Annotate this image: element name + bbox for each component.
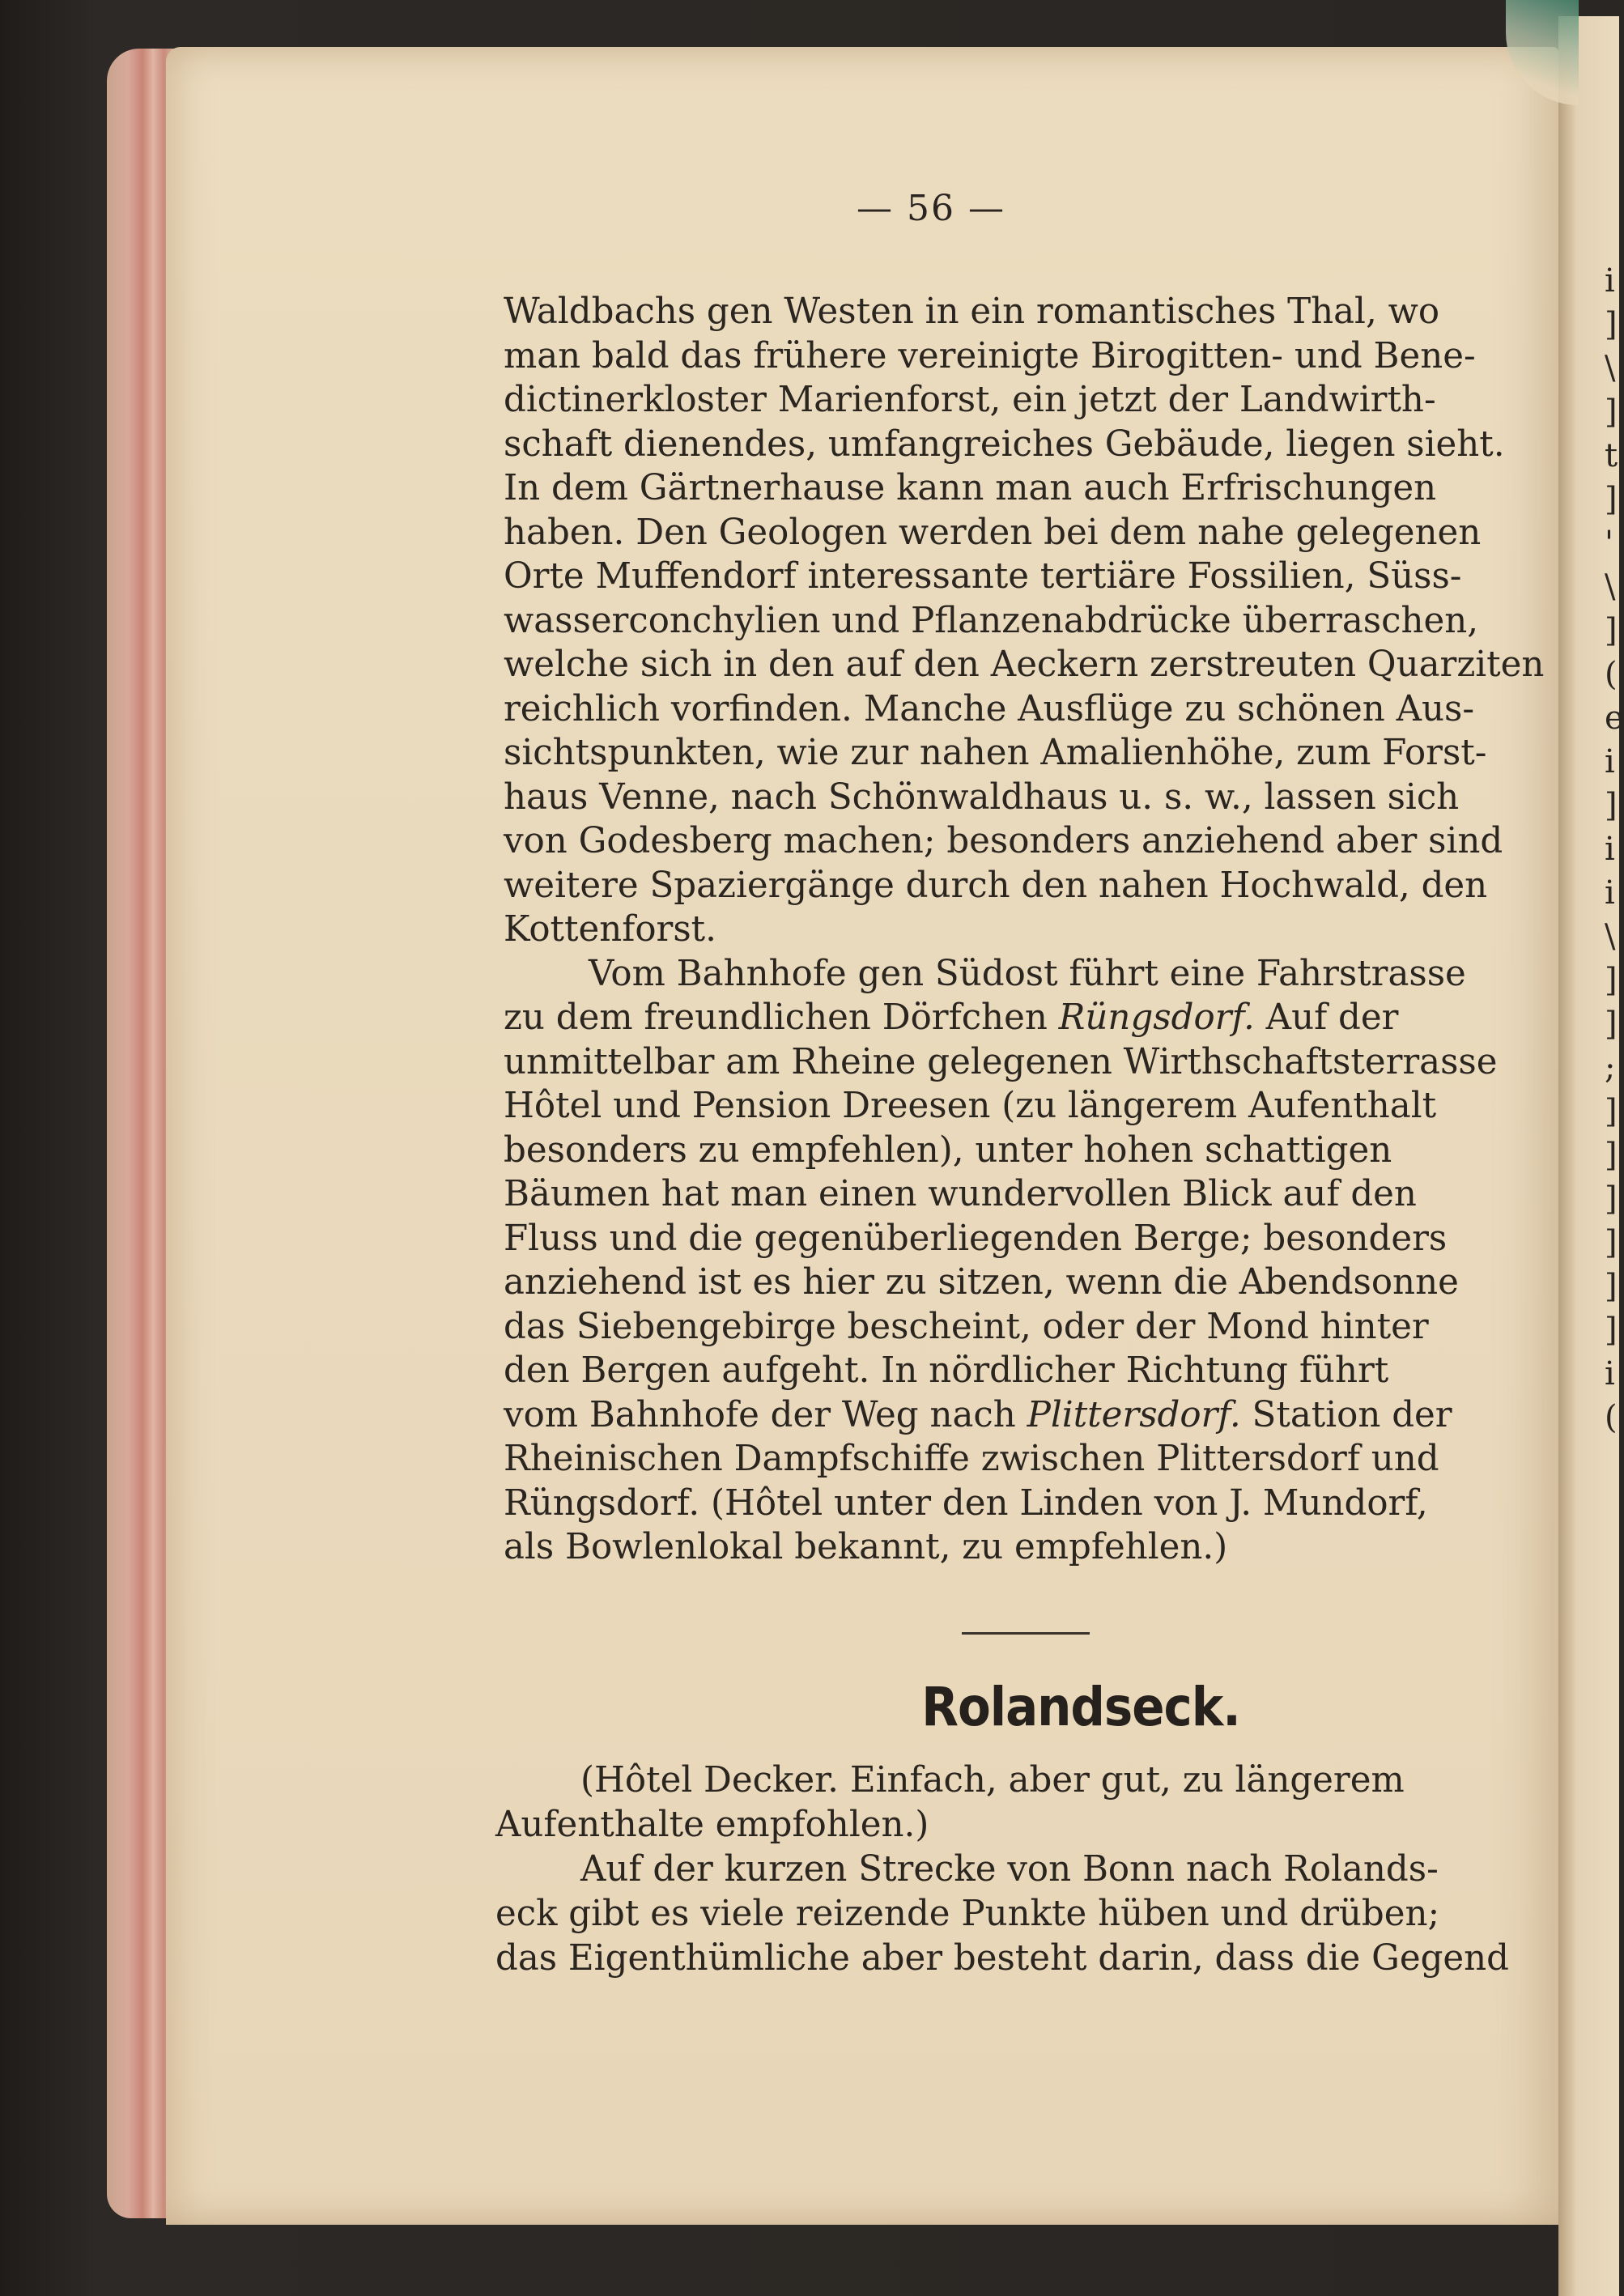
text-fragment: Auf der — [1254, 997, 1399, 1038]
text-fragment: zu dem freundlichen Dörfchen — [504, 997, 1059, 1038]
text-line: wasserconchylien und Pflanzenabdrücke überraschen, — [504, 600, 1479, 641]
facing-page-fragments: i ] \ ] t ] ' \ ] ( e i ] i i \ ] ] ; ] ] ] ] ] ] i ( — [1605, 262, 1624, 1436]
text-line: schaft dienendes, umfangreiches Gebäude, liegen sieht. — [504, 423, 1505, 465]
text-line: Rüngsdorf. (Hôtel unter den Linden von J. Mundorf, — [504, 1482, 1428, 1524]
text-line: (Hôtel Decker. Einfach, aber gut, zu längerem — [580, 1760, 1405, 1801]
text-fragment: vom Bahnhofe der Weg nach — [504, 1394, 1027, 1435]
text-line-with-place — [504, 1393, 1564, 1438]
text-line: unmittelbar am Rheine gelegenen Wirthschaftsterrasse — [504, 1041, 1498, 1082]
text-line-with-place — [504, 996, 1564, 1040]
text-line: haus Venne, nach Schönwaldhaus u. s. w., lassen sich — [504, 776, 1460, 818]
text-line: sichtspunkten, wie zur nahen Amalienhöhe, zum Forst- — [504, 733, 1487, 773]
text-line: anziehend ist es hier zu sitzen, wenn die Abendsonne — [504, 1262, 1459, 1303]
section-text — [495, 1758, 1564, 1981]
text-line: Rheinischen Dampfschiffe zwischen Plittersdorf und — [504, 1439, 1439, 1479]
section-divider — [962, 1632, 1090, 1635]
text-line: Auf der kurzen Strecke von Bonn nach Rolands- — [580, 1849, 1439, 1890]
text-line: reichlich vorfinden. Manche Ausflüge zu schönen Aus- — [504, 688, 1475, 729]
text-line: dictinerkloster Marienforst, ein jetzt der Landwirth- — [504, 380, 1436, 420]
place-name-plittersdorf: Plittersdorf. — [1027, 1394, 1241, 1435]
text-line: Orte Muffendorf interessante tertiäre Fossilien, Süss- — [504, 556, 1462, 597]
page-number: — 56 — — [857, 188, 1005, 229]
text-line: Bäumen hat man einen wundervollen Blick auf den — [504, 1174, 1417, 1214]
text-line: Kottenforst. — [504, 909, 716, 950]
text-line: das Siebengebirge bescheint, oder der Mond hinter — [504, 1306, 1429, 1347]
place-name-ruengsdorf: Rüngsdorf. — [1058, 997, 1255, 1038]
text-line: als Bowlenlokal bekannt, zu empfehlen.) — [504, 1527, 1228, 1567]
text-line: weitere Spaziergänge durch den nahen Hochwald, den — [504, 865, 1488, 906]
text-line: man bald das frühere vereinigte Birogitten- und Bene- — [504, 335, 1476, 376]
section-heading: Rolandseck. — [921, 1676, 1240, 1738]
text-line: In dem Gärtnerhause kann man auch Erfrischungen — [504, 468, 1437, 508]
text-line: besonders zu empfehlen), unter hohen schattigen — [504, 1129, 1392, 1171]
text-line: eck gibt es viele reizende Punkte hüben und drüben; — [495, 1894, 1440, 1934]
text-line: haben. Den Geologen werden bei dem nahe gelegenen — [504, 512, 1482, 553]
text-line: Vom Bahnhofe gen Südost führt eine Fahrstrasse — [589, 953, 1466, 994]
text-line: Waldbachs gen Westen in ein romantisches Thal, wo — [504, 291, 1440, 332]
text-line: Hôtel und Pension Dreesen (zu längerem Aufenthalt — [504, 1086, 1437, 1126]
text-line: welche sich in den auf den Aeckern zerstreuten Quarziten — [504, 644, 1545, 685]
text-line: Aufenthalte empfohlen.) — [495, 1805, 929, 1845]
text-fragment: Station der — [1240, 1394, 1452, 1435]
text-line: den Bergen aufgeht. In nördlicher Richtung führt — [504, 1350, 1389, 1391]
body-text — [504, 290, 1564, 1570]
text-line: von Godesberg machen; besonders anziehend aber sind — [504, 821, 1503, 861]
text-line: Fluss und die gegenüberliegenden Berge; besonders — [504, 1218, 1448, 1259]
text-line: das Eigenthümliche aber besteht darin, dass die Gegend — [495, 1938, 1510, 1979]
